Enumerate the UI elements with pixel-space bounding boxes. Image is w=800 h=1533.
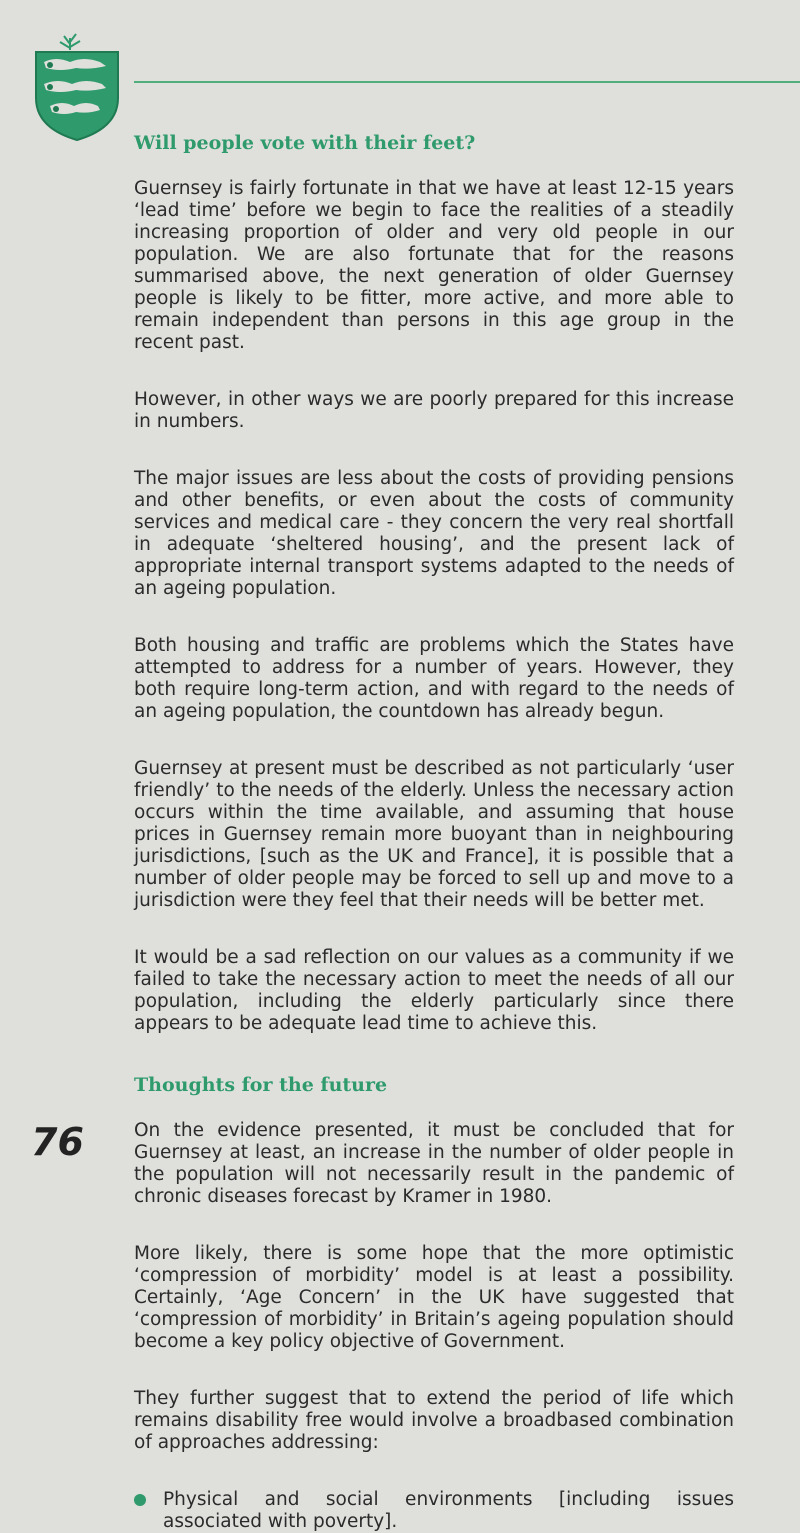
bullet-icon [134, 1494, 146, 1506]
page-number: 76 [31, 1120, 84, 1164]
paragraph: It would be a sad reflection on our values as a community if we failed to take the necessary action to meet the needs of all our population, including the elderly particularly since there appears to be adequate lead time to achieve this. [134, 947, 734, 1034]
paragraph: Guernsey at present must be described as not particularly ‘user friendly’ to the needs of the elderly. Unless the necessary action occurs within the time available, and assuming that house prices in Guernsey remain more buoyant than in neighbouring jurisdictions, [such as the UK and France], it is possible that a number of older people may be forced to sell up and move to a jurisdiction were they feel that their needs will be better met. [134, 758, 734, 911]
guernsey-crest-icon [30, 20, 124, 144]
paragraph: The major issues are less about the costs of providing pensions and other benefits, or even about the costs of community services and medical care - they concern the very real shortfall in adequate ‘sheltered housing’, and the present lack of appropriate internal transport systems adapted to the needs of an ageing population. [134, 468, 734, 599]
bullet-list [134, 1489, 734, 1533]
paragraph: Guernsey is fairly fortunate in that we have at least 12-15 years ‘lead time’ before we begin to face the realities of a steadily increasing proportion of older and very old people in our population. We are also fortunate that for the reasons summarised above, the next generation of older Guernsey people is likely to be fitter, more active, and more able to remain independent than persons in this age group in the recent past. [134, 178, 734, 353]
paragraph: They further suggest that to extend the period of life which remains disability free would involve a broadbased combination of approaches addressing: [134, 1388, 734, 1453]
section-heading-thoughts-future: Thoughts for the future [134, 1074, 388, 1096]
paragraph: More likely, there is some hope that the more optimistic ‘compression of morbidity’ model is at least a possibility. Certainly, ‘Age Concern’ in the UK have suggested that ‘compression of morbidity’ in Britain’s ageing population should become a key policy objective of Government. [134, 1243, 734, 1352]
header-rule [134, 81, 800, 83]
list-item [134, 1489, 734, 1533]
paragraph: On the evidence presented, it must be concluded that for Guernsey at least, an increase in the number of older people in the population will not necessarily result in the pandemic of chronic diseases forecast by Kramer in 1980. [134, 1120, 734, 1207]
bullet-text: Physical and social environments [including issues associated with poverty]. [163, 1489, 734, 1532]
main-content [134, 128, 734, 1533]
section-heading-vote-with-feet: Will people vote with their feet? [134, 132, 476, 154]
paragraph: However, in other ways we are poorly prepared for this increase in numbers. [134, 389, 734, 432]
paragraph: Both housing and traffic are problems which the States have attempted to address for a number of years. However, they both require long-term action, and with regard to the needs of an ageing population, the countdown has already begun. [134, 635, 734, 722]
